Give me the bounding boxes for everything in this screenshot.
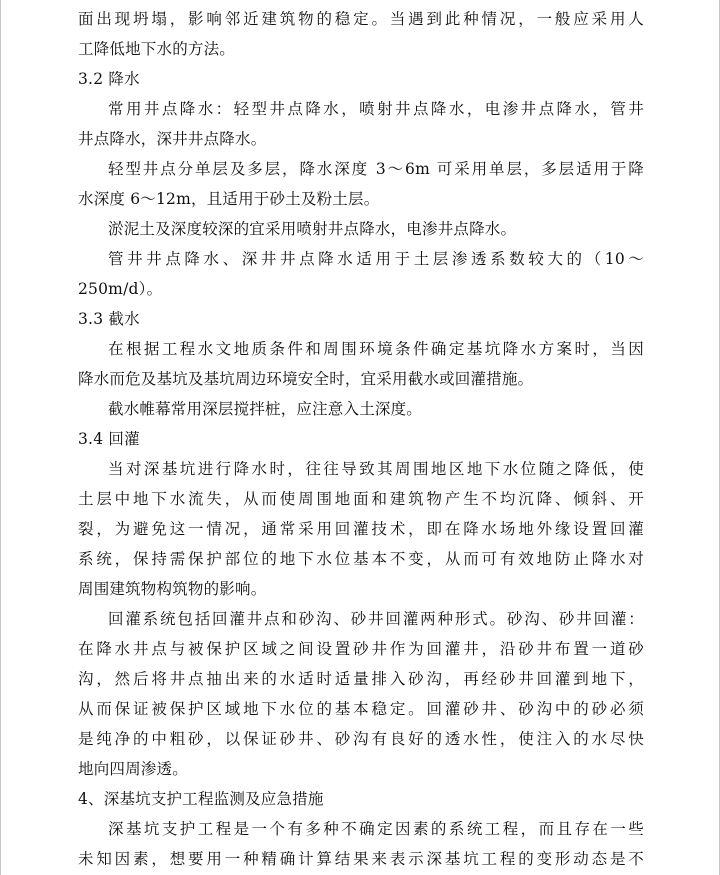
paragraph-line: 常用井点降水：轻型井点降水，喷射井点降水，电渗井点降水，管井 bbox=[108, 100, 644, 118]
paragraph-line: 裂，为避免这一情况，通常采用回灌技术，即在降水场地外缘设置回灌 bbox=[78, 520, 644, 538]
paragraph-line: 系统，保持需保护部位的地下水位基本不变，从而可有效地防止降水对 bbox=[78, 550, 644, 568]
section-heading-3-2: 3.2 降水 bbox=[78, 70, 140, 88]
document-body bbox=[78, 4, 644, 874]
paragraph-line: 周围建筑物构筑物的影响。 bbox=[78, 580, 267, 598]
paragraph-line: 深基坑支护工程是一个有多种不确定因素的系统工程，而且存在一些 bbox=[108, 820, 644, 838]
paragraph-line: 截水帷幕常用深层搅拌桩，应注意入土深度。 bbox=[108, 400, 423, 418]
paragraph-line: 在降水井点与被保护区域之间设置砂井作为回灌井，沿砂井布置一道砂 bbox=[78, 640, 644, 658]
section-heading-3-3: 3.3 截水 bbox=[78, 310, 140, 328]
paragraph-line: 面出现坍塌，影响邻近建筑物的稳定。当遇到此种情况，一般应采用人 bbox=[78, 10, 644, 28]
paragraph-line: 未知因素，想要用一种精确计算结果来表示深基坑工程的变形动态是不 bbox=[78, 850, 644, 868]
paragraph-line: 轻型井点分单层及多层，降水深度 3～6m 可采用单层，多层适用于降 bbox=[108, 160, 644, 178]
paragraph-line: 工降低地下水的方法。 bbox=[78, 40, 236, 58]
paragraph-line: 沟，然后将井点抽出来的水适时适量排入砂沟，再经砂井回灌到地下， bbox=[78, 670, 644, 688]
paragraph-line: 水深度 6～12m，且适用于砂土及粉土层。 bbox=[78, 190, 380, 208]
paragraph-line: 土层中地下水流失，从而使周围地面和建筑物产生不均沉降、倾斜、开 bbox=[78, 490, 644, 508]
paragraph-line: 在根据工程水文地质条件和周围环境条件确定基坑降水方案时，当因 bbox=[108, 340, 644, 358]
paragraph-line: 是纯净的中粗砂，以保证砂井、砂沟有良好的透水性，使注入的水尽快 bbox=[78, 730, 644, 748]
section-heading-4: 4、深基坑支护工程监测及应急措施 bbox=[78, 790, 324, 808]
page-left-border bbox=[0, 0, 1, 875]
paragraph-line: 井点降水，深井井点降水。 bbox=[78, 130, 267, 148]
paragraph-line: 回灌系统包括回灌井点和砂沟、砂井回灌两种形式。砂沟、砂井回灌： bbox=[108, 610, 644, 628]
section-heading-3-4: 3.4 回灌 bbox=[78, 430, 140, 448]
paragraph-line: 降水而危及基坑及基坑周边环境安全时，宜采用截水或回灌措施。 bbox=[78, 370, 534, 388]
paragraph-line: 当对深基坑进行降水时，往往导致其周围地区地下水位随之降低，使 bbox=[108, 460, 644, 478]
paragraph-line: 地向四周渗透。 bbox=[78, 760, 188, 778]
paragraph-line: 从而保证被保护区域地下水位的基本稳定。回灌砂井、砂沟中的砂必须 bbox=[78, 700, 644, 718]
paragraph-line: 管井井点降水、深井井点降水适用于土层渗透系数较大的（10～ bbox=[108, 250, 644, 268]
paragraph-line: 淤泥土及深度较深的宜采用喷射井点降水，电渗井点降水。 bbox=[108, 220, 517, 238]
paragraph-line: 250m/d）。 bbox=[78, 280, 163, 298]
